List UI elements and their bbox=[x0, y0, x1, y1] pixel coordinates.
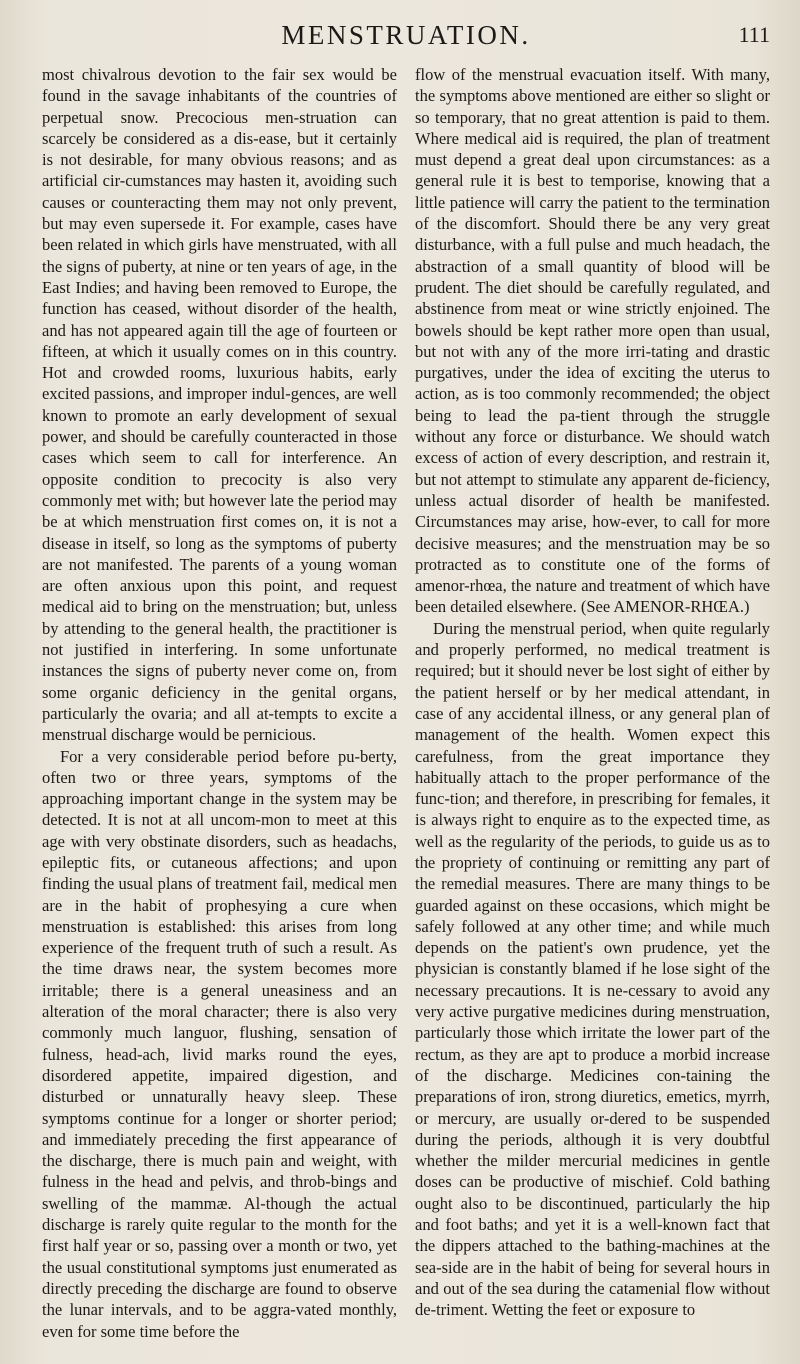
running-title: MENSTRUATION. bbox=[281, 20, 531, 50]
paragraph: flow of the menstrual evacuation itself. With many, the symptoms above mentioned are either so slight or so temporary, that no great attention is paid to them. Where medical aid is required, the plan of treatment must depend a great deal upon circumstances: as a general rule it is best to temporise, knowing that a little patience will carry the patient to the termination of the discomfort. Should there be any very great disturbance, with a full pulse and much headach, the abstraction of a small quantity of blood will be prudent. The diet should be carefully regulated, and abstinence from meat or wine strictly enjoined. The bowels should be kept rather more open than usual, but not with any of the more irri-tating and drastic purgatives, under the idea of exciting the uterus to action, as is too commonly recommended; the object being to lead the pa-tient through the struggle without any force or disturbance. We should watch excess of action of every description, and restrain it, but not attempt to stimulate any apparent de-ficiency, unless actual disorder of health be manifested. Circumstances may arise, how-ever, to call for more decisive measures; and the menstruation may be so protracted as to constitute one of the forms of amenor-rhœa, the nature and treatment of which have been detailed elsewhere. (See AMENOR-RHŒA.) bbox=[415, 65, 770, 617]
paragraph: During the menstrual period, when quite regularly and properly performed, no medical treatment is required; but it should never be lost sight of either by the patient herself or by her medical attendant, in case of any accidental illness, or any general plan of management of the health. Women expect this carefulness, from the great importance they habitually attach to the proper performance of the func-tion; and therefore, in prescribing for females, it is always right to enquire as to the expected time, as well as the regularity of the periods, to guide us as to the propriety of continuing or remitting any part of the remedial measures. There are many things to be guarded against on these occasions, which might be safely followed at any other time; and while much depends on the patient's own prudence, yet the physician is constantly blamed if he lose sight of the necessary precautions. It is ne-cessary to avoid any very active purgative medicines during menstruation, particularly those which irritate the lower part of the rectum, as they are apt to produce a morbid increase of the discharge. Medicines con-taining the preparations of iron, strong diuretics, emetics, myrrh, or mercury, are usually or-dered to be suspended during the periods, although it is very doubtful whether the milder mercurial medicines in gentle doses can be productive of mischief. Cold bathing ought also to be discontinued, particularly the hip and foot baths; and yet it is a well-known fact that the dippers attached to the bathing-machines at the sea-side are in the habit of being for several hours in and out of the sea during the catamenial flow without de-triment. Wetting the feet or exposure to bbox=[415, 618, 770, 1320]
paragraph: For a very considerable period before pu-berty, often two or three years, symptoms of the approaching important change in the system may be detected. It is not at all uncom-mon to meet at this age with very obstinate disorders, such as headachs, epileptic fits, or cutaneous affections; and upon finding the usual plans of treatment fail, medical men are in the habit of prophesying a cure when menstruation is established: this arises from long experience of the frequent truth of such a result. As the time draws near, the system becomes more irritable; there is a general uneasiness and an alteration of the moral character; there is also very commonly much languor, flushing, sensation of fulness, head-ach, livid marks round the eyes, disordered appetite, impaired digestion, and disturbed or unnaturally heavy sleep. These symptoms continue for a longer or shorter period; and immediately preceding the first appearance of the discharge, there is much pain and weight, with fulness in the head and pelvis, and throb-bings and swelling of the mammæ. Al-though the actual discharge is rarely quite regular to the month for the first half year or so, passing over a month or two, yet the usual constitutional symptoms just enumerated as directly preceding the discharge are found to observe the lunar intervals, and to be aggra-vated monthly, even for some time before the bbox=[42, 746, 397, 1341]
page-number: 111 bbox=[738, 22, 770, 47]
text-columns bbox=[42, 64, 770, 1342]
running-header bbox=[42, 20, 770, 64]
right-column bbox=[415, 64, 770, 1342]
paragraph: most chivalrous devotion to the fair sex would be found in the savage inhabitants of the countries of perpetual snow. Precocious men-struation can scarcely be considered as a dis-ease, but it certainly is not desirable, for many obvious reasons; and as artificial cir-cumstances may hasten it, avoiding such causes or counteracting them may not only prevent, but may even supersede it. For example, cases have been related in which girls have menstruated, with all the signs of puberty, at nine or ten years of age, in the East Indies; and having been removed to Europe, the function has ceased, without disorder of the health, and has not appeared again till the age of fourteen or fifteen, at which it usually comes on in this country. Hot and crowded rooms, luxurious habits, early excited passions, and improper indul-gences, are well known to promote an early development of sexual power, and should be carefully counteracted in those cases which seem to call for interference. An opposite condition to precocity is also very commonly met with; but however late the period may be at which menstruation first comes on, it is not a disease in itself, so long as the symptoms of puberty are not manifested. The parents of a young woman are often anxious upon this point, and request medical aid to bring on the menstruation; but, unless by attending to the general health, the practitioner is not justified in interfering. In some unfortunate instances the signs of puberty never come on, from some organic deficiency in the genital organs, particularly the ovaria; and all at-tempts to excite a menstrual discharge would be pernicious. bbox=[42, 65, 397, 745]
left-column bbox=[42, 64, 397, 1342]
